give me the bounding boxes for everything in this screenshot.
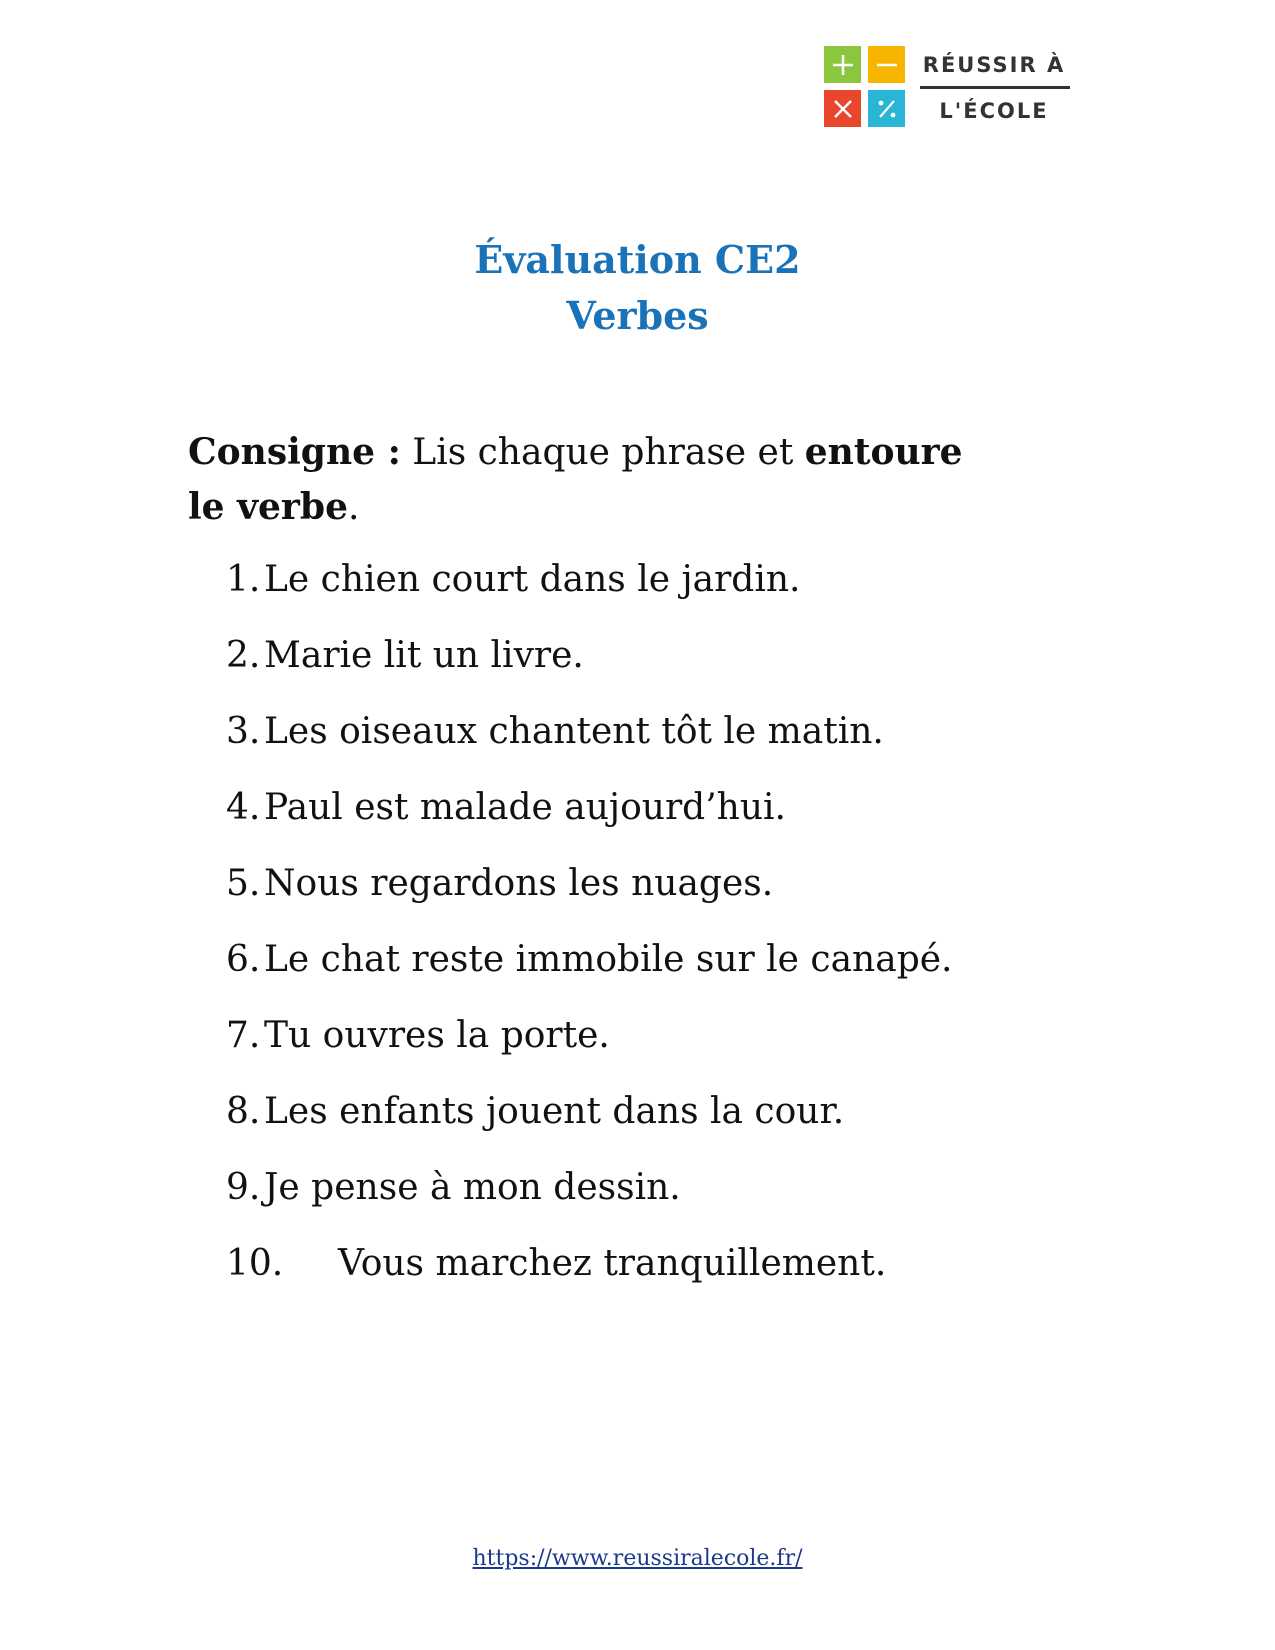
footer	[0, 1544, 1275, 1574]
instruction	[188, 425, 988, 535]
item-text: Paul est malade aujourd’hui.	[264, 787, 786, 828]
title-line-1: Évaluation CE2	[474, 237, 801, 282]
item-number: 9.	[226, 1167, 261, 1208]
instruction-text: Lis chaque phrase et	[400, 432, 805, 473]
list-item	[226, 1011, 610, 1061]
list-item	[226, 631, 584, 681]
item-number: 2.	[226, 635, 261, 676]
list-item	[226, 555, 800, 605]
item-number: 1.	[226, 559, 261, 600]
list-item	[226, 783, 786, 833]
item-text: Marie lit un livre.	[264, 635, 584, 676]
plus-icon	[824, 46, 861, 83]
item-number: 3.	[226, 711, 261, 752]
item-text: Les enfants jouent dans la cour.	[264, 1091, 845, 1132]
list-item	[226, 1163, 681, 1213]
website-link[interactable]: https://www.reussiralecole.fr/	[472, 1546, 803, 1571]
item-number: 4.	[226, 787, 261, 828]
percent-icon	[868, 90, 905, 127]
list-item	[226, 935, 953, 985]
item-number: 10.	[226, 1243, 284, 1284]
times-icon	[824, 90, 861, 127]
list-item	[226, 1087, 844, 1137]
item-text: Tu ouvres la porte.	[264, 1015, 610, 1056]
logo-line-2: L'ÉCOLE	[939, 99, 1049, 123]
item-text: Les oiseaux chantent tôt le matin.	[264, 711, 884, 752]
page-title	[0, 232, 1275, 344]
item-text: Vous marchez tranquillement.	[338, 1243, 887, 1284]
item-number: 8.	[226, 1091, 261, 1132]
instruction-emphasis: entoure le verbe	[188, 431, 963, 528]
item-text: Le chat reste immobile sur le canapé.	[264, 939, 953, 980]
item-number: 6.	[226, 939, 261, 980]
item-text: Le chien court dans le jardin.	[264, 559, 801, 600]
list-item	[226, 859, 773, 909]
item-number: 5.	[226, 863, 261, 904]
minus-icon	[868, 46, 905, 83]
logo-line-1: RÉUSSIR À	[922, 53, 1066, 77]
logo-wordmark	[920, 46, 1070, 130]
instruction-end: .	[347, 487, 360, 528]
item-number: 7.	[226, 1015, 261, 1056]
logo-divider	[920, 86, 1070, 89]
item-text: Je pense à mon dessin.	[264, 1167, 681, 1208]
list-item	[226, 1239, 886, 1289]
logo	[824, 46, 1074, 130]
list-item	[226, 707, 884, 757]
logo-icon-grid	[824, 46, 908, 130]
instruction-label: Consigne :	[188, 431, 401, 473]
item-text: Nous regardons les nuages.	[264, 863, 774, 904]
title-line-2: Verbes	[566, 293, 709, 338]
